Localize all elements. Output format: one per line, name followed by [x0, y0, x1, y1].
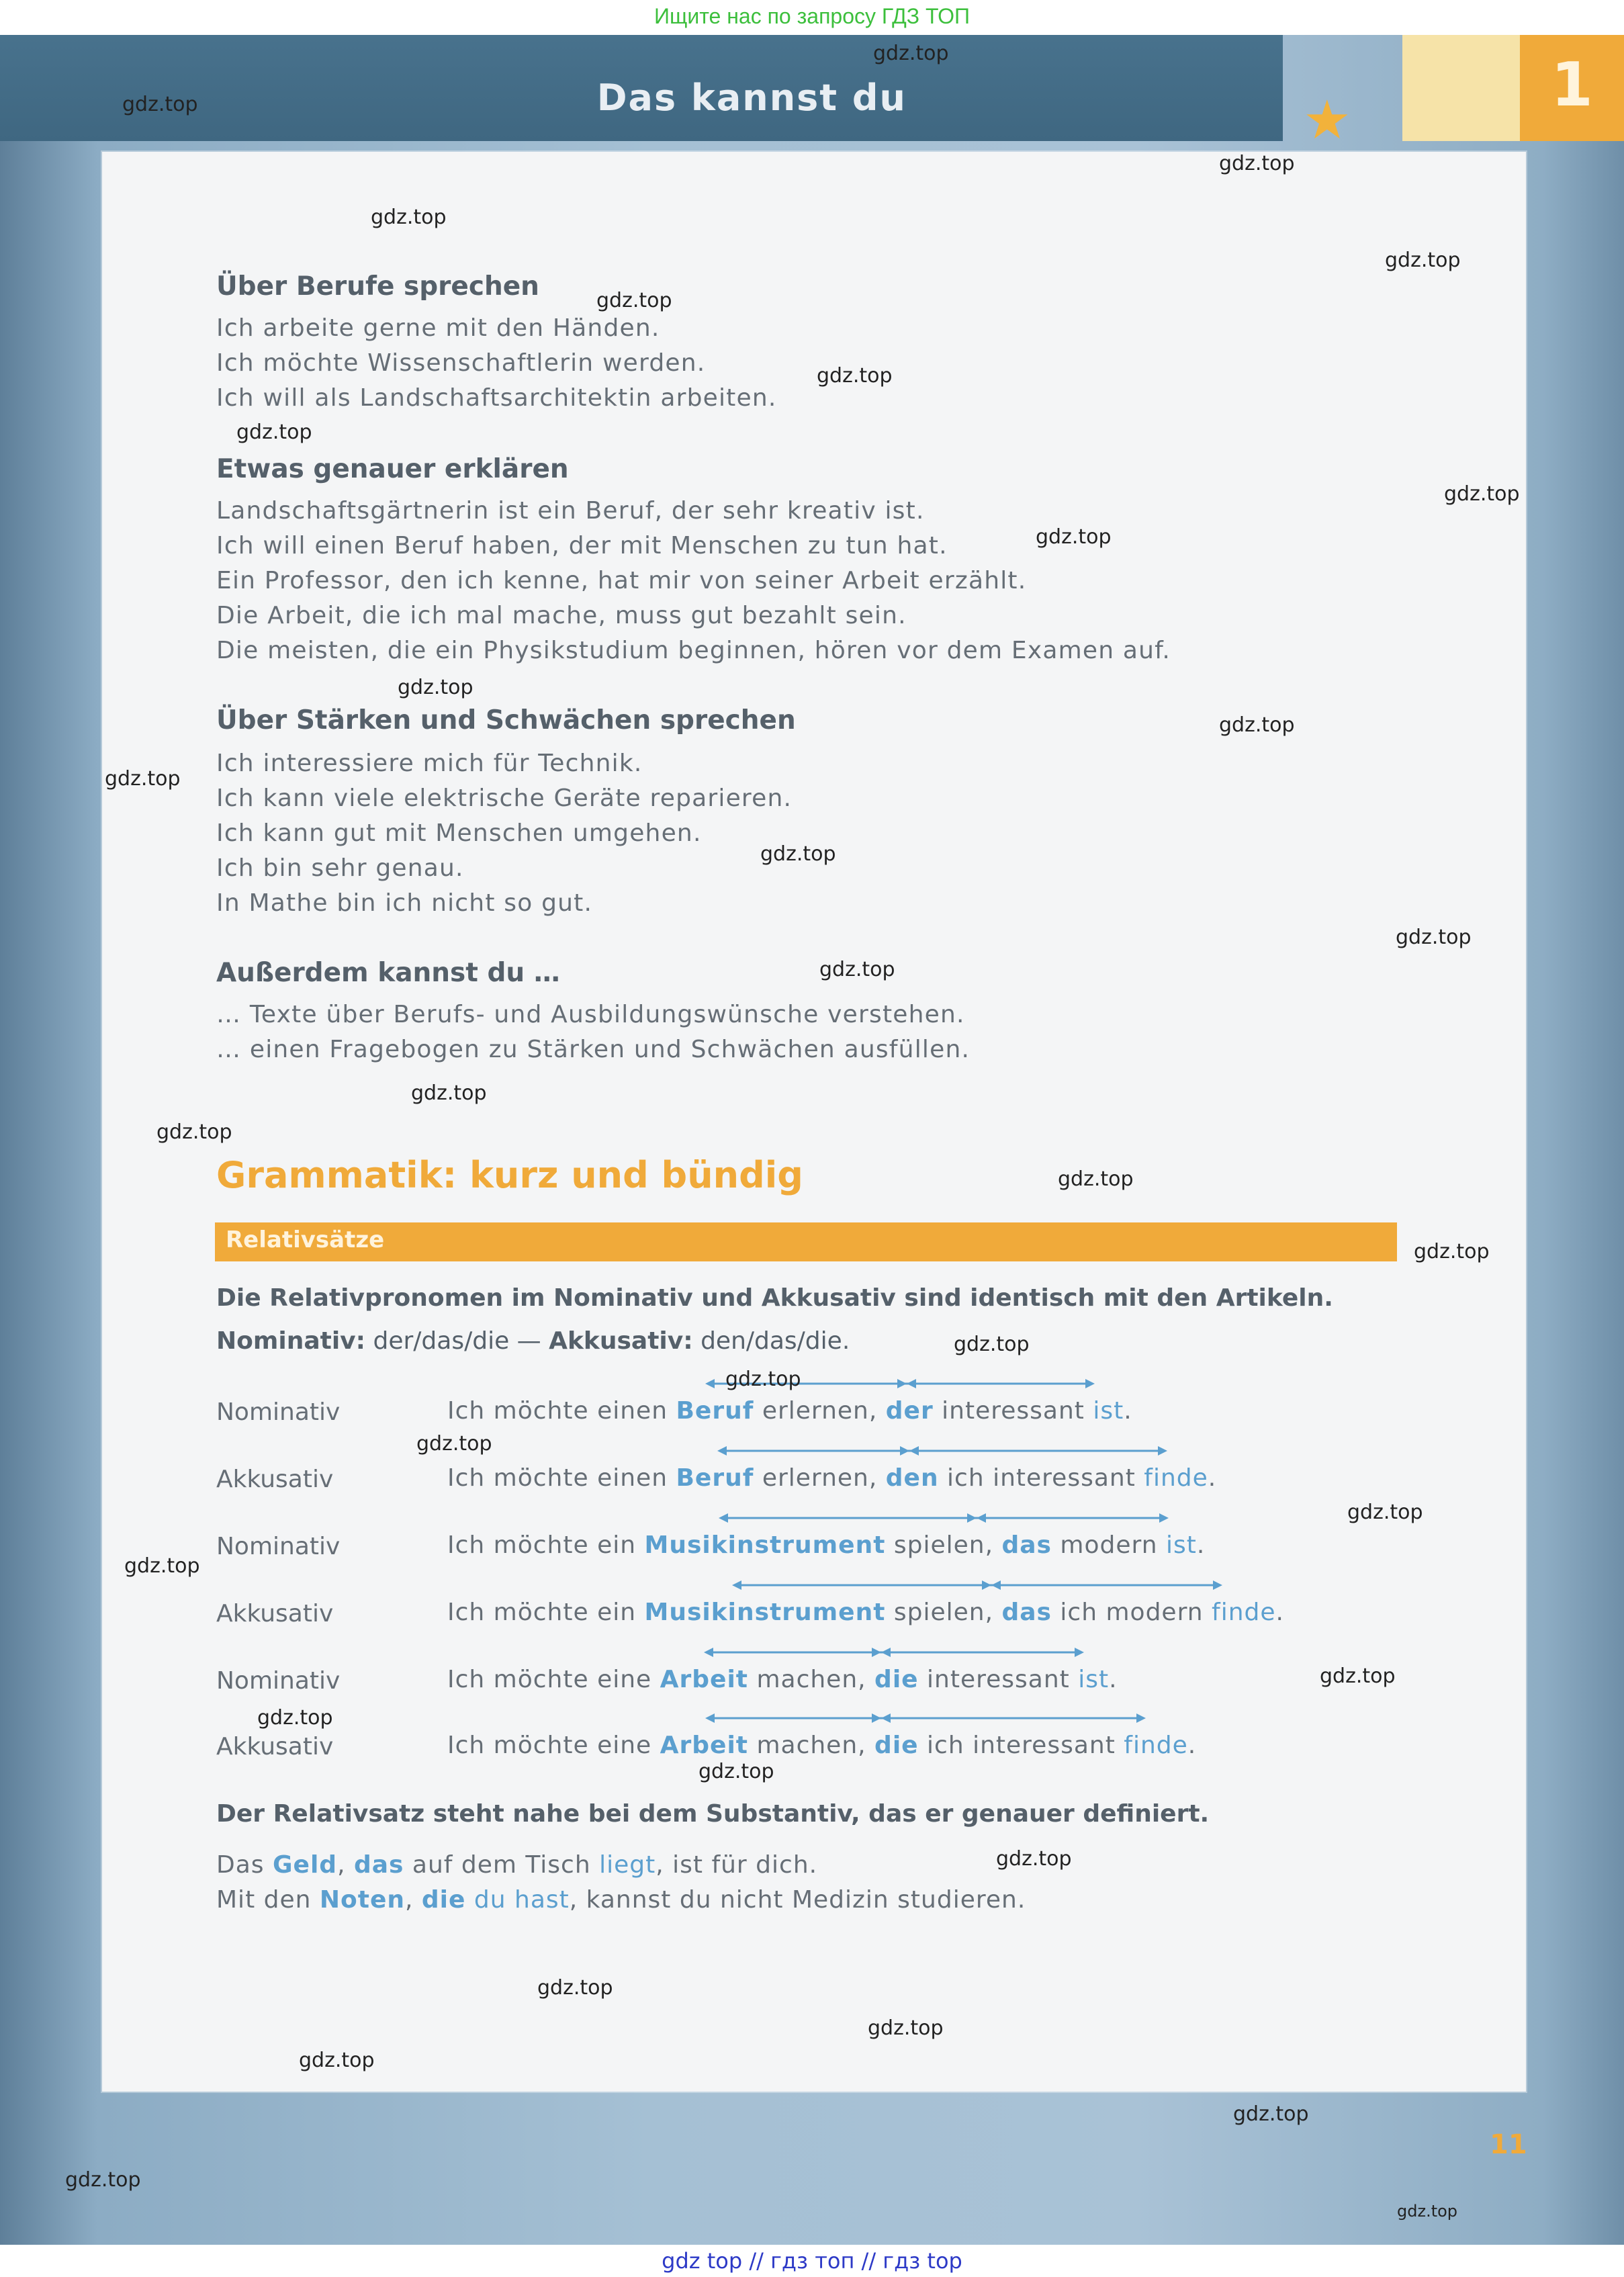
sentence-part: interessant: [918, 1666, 1079, 1693]
relative-pronoun: das: [1001, 1531, 1052, 1559]
sentence-part: Mit den: [216, 1886, 320, 1914]
watermark: gdz.top: [299, 2049, 375, 2072]
top-banner[interactable]: Ищите нас по запросу ГДЗ ТОП: [0, 0, 1624, 35]
verb: ist: [1165, 1531, 1197, 1559]
section-heading: Etwas genauer erklären: [216, 454, 569, 484]
example-sentence: [447, 1531, 1205, 1559]
sentence-part: ,: [337, 1851, 354, 1879]
sentence-part: Ich möchte ein: [447, 1599, 645, 1626]
text-line: Ich will einen Beruf haben, der mit Menschen zu tun hat.: [216, 532, 948, 560]
watermark: gdz.top: [1036, 525, 1112, 549]
watermark: gdz.top: [954, 1333, 1030, 1356]
sentence-part: .: [1124, 1397, 1132, 1425]
watermark: gdz.top: [124, 1554, 200, 1578]
noun: Beruf: [676, 1397, 754, 1425]
sentence-part: .: [1187, 1732, 1197, 1759]
watermark: gdz.top: [1397, 2202, 1458, 2221]
verb: ist: [1078, 1666, 1110, 1693]
double-arrow-icon: [732, 1578, 1222, 1593]
double-arrow-icon: [705, 1711, 1146, 1726]
text-line: … einen Fragebogen zu Stärken und Schwächen ausfüllen.: [216, 1036, 971, 1063]
sentence-part: Das: [216, 1851, 273, 1879]
sentence-part: Ich möchte einen: [447, 1397, 676, 1425]
sentence-part: [465, 1886, 473, 1914]
case-label: Akkusativ: [216, 1733, 334, 1760]
watermark: gdz.top: [257, 1706, 333, 1730]
page-number: 11: [1490, 2129, 1527, 2160]
sentence-part: ,: [405, 1886, 422, 1914]
noun: Musikinstrument: [644, 1531, 886, 1559]
rule-nom-value: der/das/die —: [365, 1327, 549, 1355]
relative-pronoun: die: [421, 1886, 466, 1914]
watermark: gdz.top: [1219, 152, 1295, 175]
grammar-rule: Die Relativpronomen im Nominativ und Akkusativ sind identisch mit den Artikeln.: [216, 1284, 1333, 1312]
grammar-title: Grammatik: kurz und bündig: [216, 1154, 803, 1196]
watermark: gdz.top: [1320, 1664, 1396, 1688]
verb: liegt: [599, 1851, 656, 1879]
verb: ist: [1093, 1397, 1124, 1425]
watermark: gdz.top: [760, 842, 836, 866]
relative-pronoun: das: [353, 1851, 404, 1879]
sentence-part: spielen,: [885, 1531, 1002, 1559]
watermark: gdz.top: [819, 958, 895, 981]
text-line: In Mathe bin ich nicht so gut.: [216, 889, 593, 917]
watermark: gdz.top: [156, 1120, 232, 1144]
text-line: Ein Professor, den ich kenne, hat mir von seiner Arbeit erzählt.: [216, 567, 1027, 594]
double-arrow-icon: [704, 1645, 1084, 1660]
topic-bar: [215, 1222, 1397, 1261]
section-heading: Außerdem kannst du …: [216, 958, 560, 988]
watermark: gdz.top: [1058, 1167, 1134, 1191]
relative-pronoun: die: [874, 1666, 919, 1693]
sentence-part: erlernen,: [754, 1397, 886, 1425]
chapter-number: 1: [1520, 35, 1624, 141]
sentence-part: .: [1208, 1464, 1217, 1492]
sentence-part: , kannst du nicht Medizin studieren.: [569, 1886, 1026, 1914]
grammar-rule: Der Relativsatz steht nahe bei dem Substantiv, das er genauer definiert.: [216, 1800, 1210, 1828]
watermark: gdz.top: [1396, 926, 1472, 949]
case-label: Akkusativ: [216, 1466, 334, 1493]
bottom-banner[interactable]: gdz top // гдз топ // гдз top: [0, 2245, 1624, 2277]
double-arrow-icon: [719, 1511, 1169, 1525]
example-sentence: [447, 1666, 1118, 1693]
noun: Beruf: [676, 1464, 754, 1492]
watermark: gdz.top: [416, 1432, 492, 1456]
rule-akk-label: Akkusativ:: [549, 1327, 693, 1355]
case-label: Akkusativ: [216, 1600, 334, 1627]
verb: finde: [1124, 1732, 1188, 1759]
sentence-part: machen,: [748, 1666, 875, 1693]
sentence-part: modern: [1051, 1531, 1166, 1559]
sentence-part: ich interessant: [938, 1464, 1144, 1492]
noun: Noten: [319, 1886, 406, 1914]
watermark: gdz.top: [596, 289, 672, 312]
text-line: Landschaftsgärtnerin ist ein Beruf, der sehr kreativ ist.: [216, 497, 925, 525]
section-heading: Über Stärken und Schwächen sprechen: [216, 705, 796, 735]
watermark: gdz.top: [996, 1847, 1072, 1871]
text-line: Ich möchte Wissenschaftlerin werden.: [216, 349, 706, 377]
text-line: Ich kann gut mit Menschen umgehen.: [216, 819, 702, 847]
sentence-part: ich modern: [1051, 1599, 1212, 1626]
chapter-tab-light: [1402, 35, 1520, 141]
watermark: gdz.top: [1347, 1501, 1423, 1524]
example-sentence: [216, 1886, 1026, 1914]
text-line: Ich interessiere mich für Technik.: [216, 750, 643, 777]
watermark: gdz.top: [873, 42, 949, 65]
text-line: Ich kann viele elektrische Geräte reparieren.: [216, 785, 793, 812]
watermark: gdz.top: [398, 676, 473, 699]
watermark: gdz.top: [537, 1976, 613, 2000]
watermark: gdz.top: [65, 2168, 141, 2192]
noun: Arbeit: [660, 1666, 748, 1693]
case-label: Nominativ: [216, 1398, 341, 1426]
noun: Geld: [272, 1851, 338, 1879]
sentence-part: Ich möchte eine: [447, 1732, 660, 1759]
section-heading: Über Berufe sprechen: [216, 271, 539, 302]
rule-akk-value: den/das/die.: [692, 1327, 850, 1355]
sentence-part: Ich möchte ein: [447, 1531, 645, 1559]
watermark: gdz.top: [122, 93, 198, 116]
watermark: gdz.top: [817, 364, 893, 388]
sentence-part: Ich möchte eine: [447, 1666, 660, 1693]
sentence-part: spielen,: [885, 1599, 1002, 1626]
sentence-part: Ich möchte einen: [447, 1464, 676, 1492]
star-icon: ★: [1303, 90, 1351, 150]
double-arrow-icon: [717, 1443, 1167, 1458]
text-line: Ich will als Landschaftsarchitektin arbeiten.: [216, 384, 777, 412]
sentence-part: , ist für dich.: [656, 1851, 818, 1879]
page-title: Das kannst du: [596, 77, 907, 119]
text-line: Ich arbeite gerne mit den Händen.: [216, 314, 660, 342]
case-label: Nominativ: [216, 1533, 341, 1560]
text-line: … Texte über Berufs- und Ausbildungswünsche verstehen.: [216, 1001, 965, 1028]
text-line: Ich bin sehr genau.: [216, 854, 464, 882]
sentence-part: interessant: [933, 1397, 1093, 1425]
watermark: gdz.top: [105, 767, 181, 791]
sentence-part: .: [1109, 1666, 1118, 1693]
example-sentence: [447, 1599, 1284, 1626]
watermark: gdz.top: [1414, 1240, 1490, 1263]
sentence-part: .: [1196, 1531, 1206, 1559]
sentence-part: .: [1275, 1599, 1284, 1626]
watermark: gdz.top: [725, 1368, 801, 1391]
example-sentence: [447, 1464, 1216, 1492]
text-line: Die Arbeit, die ich mal mache, muss gut bezahlt sein.: [216, 602, 907, 629]
verb: du hast: [473, 1886, 570, 1914]
watermark: gdz.top: [1219, 713, 1295, 737]
example-sentence: [447, 1732, 1196, 1759]
text-line: Die meisten, die ein Physikstudium beginnen, hören vor dem Examen auf.: [216, 637, 1171, 664]
sentence-part: machen,: [748, 1732, 875, 1759]
watermark: gdz.top: [236, 420, 312, 444]
verb: finde: [1212, 1599, 1276, 1626]
noun: Musikinstrument: [644, 1599, 886, 1626]
watermark: gdz.top: [698, 1760, 774, 1783]
case-label: Nominativ: [216, 1667, 341, 1695]
noun: Arbeit: [660, 1732, 748, 1759]
relative-pronoun: das: [1001, 1599, 1052, 1626]
relative-pronoun: der: [885, 1397, 934, 1425]
rule-nom-label: Nominativ:: [216, 1327, 366, 1355]
watermark: gdz.top: [1385, 249, 1461, 272]
sentence-part: ich interessant: [918, 1732, 1124, 1759]
sentence-part: erlernen,: [754, 1464, 886, 1492]
relative-pronoun: die: [874, 1732, 919, 1759]
watermark: gdz.top: [371, 206, 447, 229]
watermark: gdz.top: [411, 1081, 487, 1105]
watermark: gdz.top: [1444, 482, 1520, 506]
example-sentence: [447, 1397, 1132, 1425]
watermark: gdz.top: [1233, 2102, 1309, 2126]
header-bar: [0, 35, 1283, 141]
example-sentence: [216, 1851, 817, 1879]
topic-bar-label: Relativsätze: [226, 1226, 385, 1253]
verb: finde: [1144, 1464, 1208, 1492]
grammar-rule-cases: [216, 1327, 850, 1355]
relative-pronoun: den: [885, 1464, 939, 1492]
watermark: gdz.top: [868, 2016, 944, 2040]
sentence-part: auf dem Tisch: [404, 1851, 600, 1879]
